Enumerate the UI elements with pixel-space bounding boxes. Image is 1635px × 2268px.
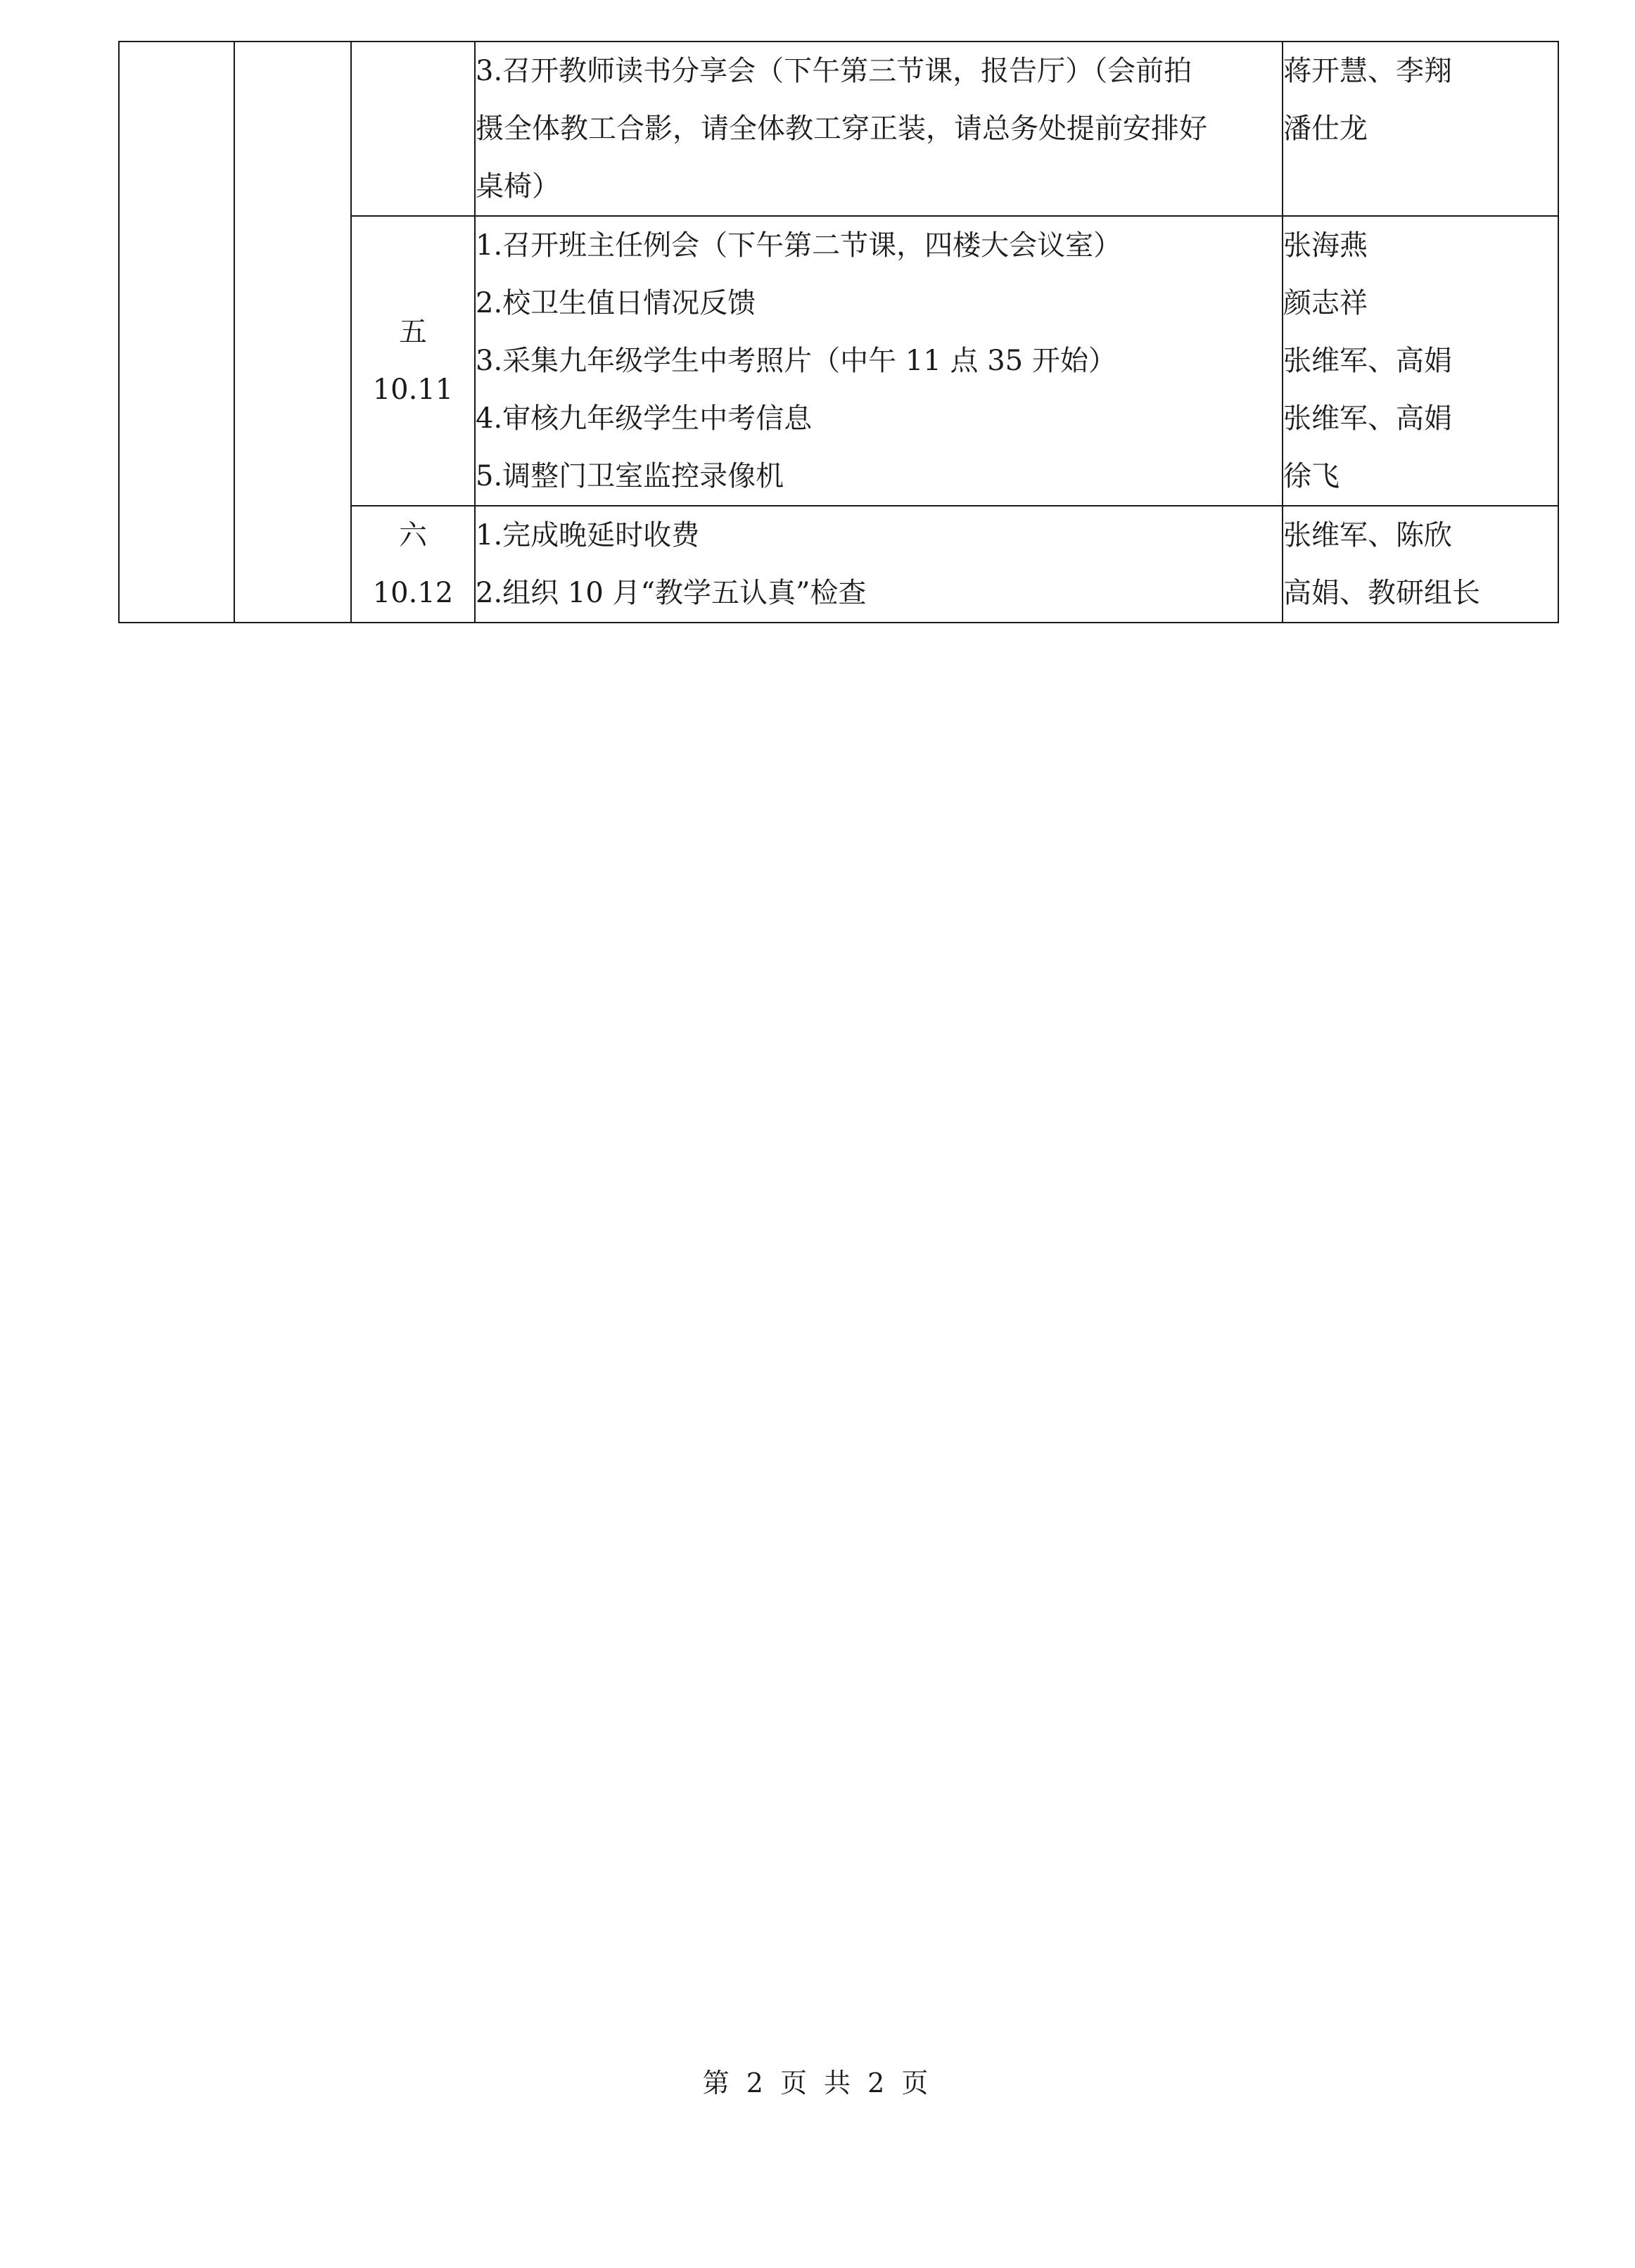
task-line: 1.召开班主任例会（下午第二节课，四楼大会议室）	[476, 229, 1122, 262]
owner-line: 张海燕	[1283, 229, 1368, 262]
owner-line: 潘仕龙	[1283, 113, 1368, 145]
owner-cell	[1283, 506, 1558, 623]
day-cell	[351, 42, 475, 216]
page-number-footer: 第 2 页 共 2 页	[702, 2068, 933, 2098]
task-line: 4.审核九年级学生中考信息	[476, 402, 813, 435]
task-line: 2.校卫生值日情况反馈	[476, 287, 756, 319]
table-row	[119, 42, 1558, 216]
owner-line: 张维军、陈欣	[1283, 519, 1452, 552]
task-line: 2.组织 10 月“教学五认真”检查	[476, 577, 867, 609]
weekday-label: 五	[399, 316, 427, 348]
blank-cell-col1	[119, 42, 234, 623]
owner-line: 张维军、高娟	[1283, 402, 1452, 435]
date-label: 10.12	[372, 577, 454, 609]
owner-cell	[1283, 42, 1558, 216]
task-line: 3.采集九年级学生中考照片（中午 11 点 35 开始）	[476, 345, 1116, 377]
task-line: 1.完成晚延时收费	[476, 519, 700, 552]
task-line: 5.调整门卫室监控录像机	[476, 460, 784, 492]
day-cell	[351, 506, 475, 623]
owner-cell	[1283, 216, 1558, 506]
task-cell	[475, 506, 1283, 623]
owner-line: 高娟、教研组长	[1283, 577, 1480, 609]
owner-line: 蒋开慧、李翔	[1283, 55, 1452, 87]
owner-line: 颜志祥	[1283, 287, 1368, 319]
schedule-table	[118, 41, 1559, 623]
task-cell	[475, 216, 1283, 506]
owner-line: 徐飞	[1283, 460, 1340, 492]
task-line: 摄全体教工合影，请全体教工穿正装，请总务处提前安排好	[476, 113, 1207, 145]
task-cell	[475, 42, 1283, 216]
date-label: 10.11	[372, 374, 454, 406]
task-line: 桌椅）	[476, 170, 560, 203]
day-cell	[351, 216, 475, 506]
task-line: 3.召开教师读书分享会（下午第三节课，报告厅）（会前拍	[476, 55, 1192, 87]
weekday-label: 六	[399, 519, 427, 552]
blank-cell-col2	[234, 42, 351, 623]
owner-line: 张维军、高娟	[1283, 345, 1452, 377]
